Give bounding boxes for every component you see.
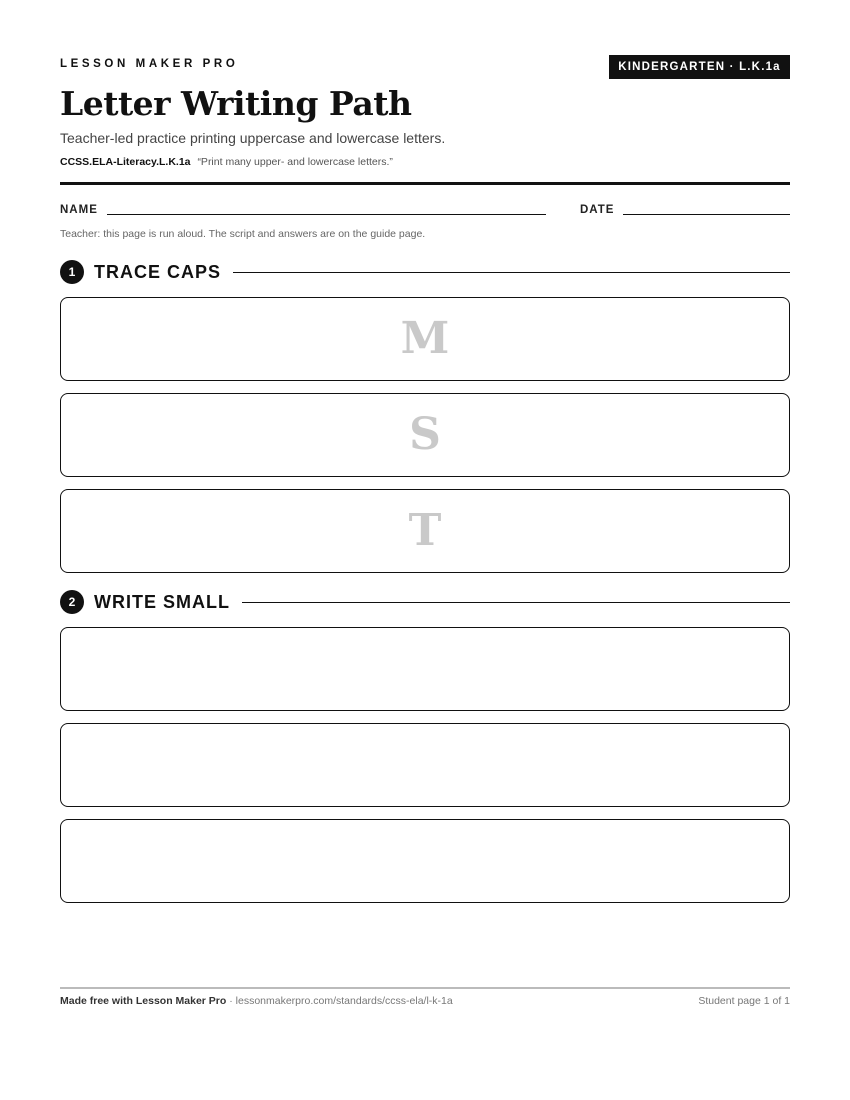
write-box-2[interactable] xyxy=(60,723,790,807)
trace-box-3[interactable] xyxy=(60,489,790,573)
section-number-badge: 1 xyxy=(60,260,84,284)
section-write-small-header xyxy=(60,589,790,615)
standard-quote: “Print many upper- and lowercase letters.” xyxy=(197,156,393,168)
date-field-line[interactable] xyxy=(623,214,790,215)
trace-box-1[interactable] xyxy=(60,297,790,381)
write-box-3[interactable] xyxy=(60,819,790,903)
section-divider xyxy=(233,272,790,273)
footer-credit xyxy=(60,995,453,1007)
section-trace-caps-header xyxy=(60,259,790,285)
section-title: TRACE CAPS xyxy=(94,261,222,282)
grade-badge: KINDERGARTEN · L.K.1a xyxy=(609,55,790,79)
section-divider xyxy=(242,602,790,603)
name-label: NAME xyxy=(60,204,98,216)
write-box-1[interactable] xyxy=(60,627,790,711)
standard-code: CCSS.ELA-Literacy.L.K.1a xyxy=(60,156,191,168)
teacher-note: Teacher: this page is run aloud. The script and answers are on the guide page. xyxy=(60,228,426,240)
trace-letter: T xyxy=(408,505,442,556)
section-title: WRITE SMALL xyxy=(94,591,230,612)
trace-letter: S xyxy=(409,409,441,460)
name-field-line[interactable] xyxy=(107,214,546,215)
brand-name: LESSON MAKER PRO xyxy=(60,58,239,70)
page-subtitle: Teacher-led practice printing uppercase and lowercase letters. xyxy=(60,130,446,146)
page-title: Letter Writing Path xyxy=(60,84,412,123)
trace-letter: M xyxy=(400,313,450,364)
footer-divider xyxy=(60,987,790,989)
standard-reference xyxy=(60,156,393,168)
date-label: DATE xyxy=(580,204,615,216)
footer-url[interactable]: · lessonmakerpro.com/standards/ccss-ela/l-k-1a xyxy=(226,995,453,1007)
header-divider xyxy=(60,182,790,185)
footer-page-number: Student page 1 of 1 xyxy=(698,995,790,1007)
trace-box-2[interactable] xyxy=(60,393,790,477)
section-number-badge: 2 xyxy=(60,590,84,614)
footer-made-with: Made free with Lesson Maker Pro xyxy=(60,995,227,1007)
